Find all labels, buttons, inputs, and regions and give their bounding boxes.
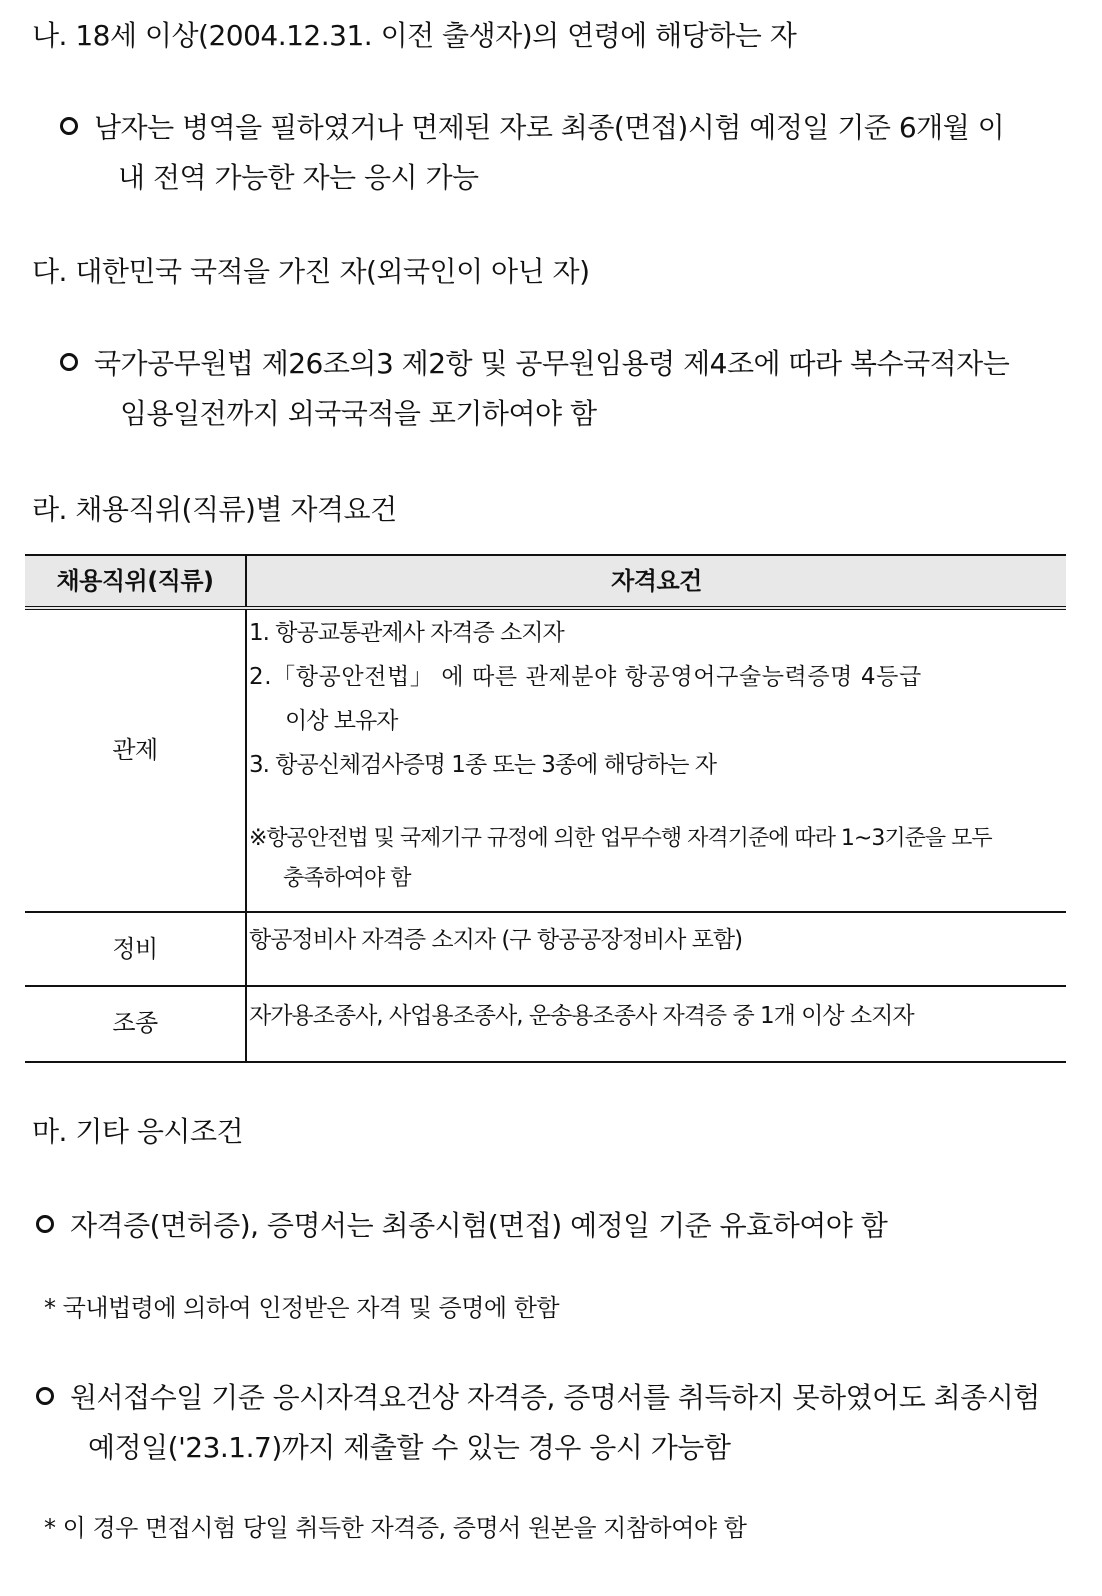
bullet-text: 국가공무원법 제26조의3 제2항 및 공무원임용령 제4조에 따라 복수국적자는 [94, 347, 1010, 380]
requirement-note: ※항공안전법 및 국제기구 규정에 의한 업무수행 자격기준에 따라 1~3기준을 모두 [249, 826, 992, 851]
note-bring-original: * 이 경우 면접시험 당일 취득한 자격증, 증명서 원본을 지참하여야 함 [44, 1514, 747, 1542]
table-row-pilot [25, 987, 1066, 1063]
header-position: 채용직위(직류) [56, 567, 214, 595]
column-divider [245, 610, 247, 911]
table-row-maintenance [25, 913, 1066, 987]
column-divider [245, 913, 247, 985]
table-row-atc [25, 610, 1066, 913]
bullet-military-service [60, 110, 1004, 146]
requirement-note-cont: 충족하여야 함 [283, 866, 411, 891]
bullet-submission-deadline [36, 1380, 1040, 1416]
bullet-submission-deadline-cont: 예정일('23.1.7)까지 제출할 수 있는 경우 응시 가능함 [88, 1431, 731, 1464]
heading-other-conditions: 마. 기타 응시조건 [32, 1115, 244, 1148]
requirement-line: 1. 항공교통관제사 자격증 소지자 [249, 620, 564, 646]
heading-qualification-by-position: 라. 채용직위(직류)별 자격요건 [32, 493, 397, 526]
column-divider [245, 987, 247, 1061]
table-header [25, 554, 1066, 610]
bullet-military-service-cont: 내 전역 가능한 자는 응시 가능 [118, 161, 479, 194]
circle-bullet-icon [60, 117, 78, 135]
bullet-dual-nationality-cont: 임용일전까지 외국국적을 포기하여야 함 [120, 397, 597, 430]
bullet-license-validity [36, 1208, 887, 1244]
bullet-text: 원서접수일 기준 응시자격요건상 자격증, 증명서를 취득하지 못하였어도 최종시험 [70, 1381, 1040, 1414]
note-domestic-law: * 국내법령에 의하여 인정받은 자격 및 증명에 한함 [44, 1294, 560, 1322]
circle-bullet-icon [36, 1215, 54, 1233]
header-requirements: 자격요건 [611, 567, 702, 595]
requirement-line: 항공정비사 자격증 소지자 (구 항공공장정비사 포함) [249, 927, 743, 953]
role-pilot: 조종 [112, 1009, 158, 1037]
heading-nationality: 다. 대한민국 국적을 가진 자(외국인이 아닌 자) [32, 255, 590, 288]
circle-bullet-icon [60, 353, 78, 371]
requirement-line: 3. 항공신체검사증명 1종 또는 3종에 해당하는 자 [249, 752, 717, 778]
requirement-line: 자가용조종사, 사업용조종사, 운송용조종사 자격증 중 1개 이상 소지자 [249, 1003, 914, 1029]
bullet-dual-nationality [60, 346, 1009, 382]
role-atc: 관제 [112, 736, 158, 764]
bullet-text: 자격증(면허증), 증명서는 최종시험(면접) 예정일 기준 유효하여야 함 [70, 1209, 888, 1242]
requirement-line: 2.「항공안전법」 에 따른 관제분야 항공영어구술능력증명 4등급 [249, 664, 922, 690]
bullet-text: 남자는 병역을 필하였거나 면제된 자로 최종(면접)시험 예정일 기준 6개월 이 [94, 111, 1005, 144]
role-maintenance: 정비 [112, 935, 158, 963]
heading-age-requirement: 나. 18세 이상(2004.12.31. 이전 출생자)의 연령에 해당하는 자 [32, 19, 797, 52]
requirement-line: 이상 보유자 [285, 708, 398, 734]
circle-bullet-icon [36, 1387, 54, 1405]
